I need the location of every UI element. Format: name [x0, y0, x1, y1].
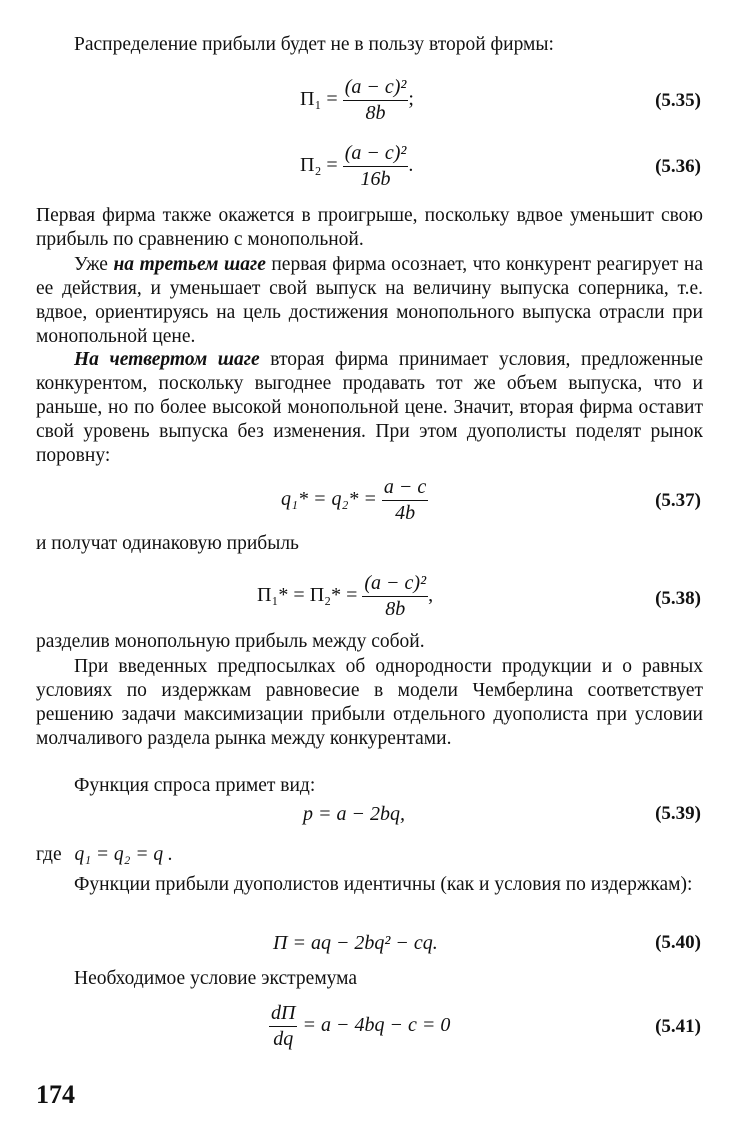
equation-number: (5.40)	[655, 932, 701, 953]
paragraph-demand-function	[36, 774, 703, 798]
paragraph-text: первая фирма осознает, что конкурент реагирует на ее действия, и уменьшает свой выпуск на величину выпуска соперника, т.е. вдвое, ориентируясь на цель достижения монопольного выпуска отрасли при монопольной цене.	[36, 254, 703, 347]
fraction-numerator: a − c	[382, 476, 428, 501]
fraction	[382, 476, 428, 525]
equation-number: (5.36)	[655, 156, 701, 177]
paragraph-text: и получат одинаковую прибыль	[36, 533, 299, 554]
inline-equation: q₁ = q₂ = q .	[74, 844, 173, 865]
fraction	[343, 76, 409, 125]
paragraph-intro	[36, 33, 703, 57]
fraction	[269, 1002, 297, 1051]
paragraph-text: При введенных предпосылках об однородности продукции и о равных условиях по издержкам равновесие в модели Чемберлина соответствует решению задачи максимизации прибыли отдельного дуополиста при условии молчаливого раздела рынка между конкурентами.	[36, 656, 703, 749]
emphasis-text: на третьем шаге	[113, 254, 266, 275]
equation-number: (5.38)	[655, 588, 701, 609]
equation-number: (5.35)	[655, 90, 701, 111]
paragraph-equal-profit	[36, 532, 703, 556]
equation-body: p = a − 2bq,	[303, 803, 405, 825]
paragraph-text: Функции прибыли дуополистов идентичны (как и условия по издержкам):	[74, 874, 693, 895]
page-number: 174	[36, 1080, 75, 1109]
equation-5-41	[0, 1002, 745, 1062]
equation-5-38	[0, 572, 745, 628]
equation-number: (5.41)	[655, 1016, 701, 1037]
fraction	[343, 142, 409, 191]
paragraph-third-step	[36, 253, 703, 349]
fraction-denominator: 16b	[360, 168, 391, 190]
paragraph-text: Первая фирма также окажется в проигрыше, поскольку вдвое уменьшит свою прибыль по сравнению с монопольной.	[36, 205, 703, 250]
fraction-denominator: 8b	[385, 598, 406, 620]
equation-punctuation: ,	[428, 584, 434, 607]
fraction-numerator: (a − c)²	[343, 142, 409, 167]
equation-number: (5.39)	[655, 803, 701, 824]
equation-5-36	[0, 142, 745, 194]
equation-punctuation: .	[408, 154, 414, 177]
paragraph-split-monopoly-profit	[36, 630, 703, 654]
equation-body: П = aq − 2bq² − cq.	[273, 932, 438, 954]
equation-body	[281, 476, 428, 525]
equation-lhs: П₂ =	[300, 154, 338, 177]
paragraph-chamberlin-equilibrium	[36, 655, 703, 751]
fraction-denominator: 8b	[365, 102, 386, 124]
paragraph-text: где	[36, 844, 62, 865]
equation-punctuation: ;	[408, 88, 414, 111]
paragraph-where	[36, 843, 703, 867]
paragraph-extremum-condition	[36, 967, 703, 991]
paragraph-fourth-step	[36, 348, 703, 468]
equation-rhs: = a − 4bq − c = 0	[302, 1014, 451, 1037]
equation-5-39	[0, 803, 745, 831]
equation-5-37	[0, 476, 745, 528]
paragraph-text: Необходимое условие экстремума	[74, 968, 358, 989]
equation-body	[257, 572, 433, 621]
equation-number: (5.37)	[655, 490, 701, 511]
fraction-numerator: dП	[269, 1002, 297, 1027]
paragraph-text: Функция спроса примет вид:	[74, 775, 316, 796]
fraction-denominator: dq	[273, 1028, 294, 1050]
equation-body	[300, 142, 413, 191]
equation-5-40	[0, 932, 745, 960]
fraction-numerator: (a − c)²	[343, 76, 409, 101]
equation-body	[269, 1002, 450, 1051]
fraction-numerator: (a − c)²	[362, 572, 428, 597]
paragraph-first-firm-loss	[36, 204, 703, 252]
paragraph-text: Распределение прибыли будет не в пользу второй фирмы:	[74, 34, 554, 55]
paragraph-text: разделив монопольную прибыль между собой.	[36, 631, 425, 652]
paragraph-text: Уже	[74, 254, 114, 275]
fraction	[362, 572, 428, 621]
equation-lhs: q₁* = q₂* =	[281, 488, 377, 511]
equation-5-35	[0, 76, 745, 128]
emphasis-text: На четвертом шаге	[74, 349, 260, 370]
paragraph-text: вторая фирма принимает условия, предложенные конкурентом, поскольку выгоднее продавать тот же объем выпуска, что и раньше, но по более высокой монопольной цене. Значит, вторая фирма оставит свой уровень выпуска без изменения. При этом дуополисты поделят рынок поровну:	[36, 349, 704, 466]
paragraph-profit-functions	[36, 873, 703, 897]
equation-body	[300, 76, 414, 125]
equation-lhs: П₁ =	[300, 88, 338, 111]
equation-lhs: П₁* = П₂* =	[257, 584, 358, 607]
fraction-denominator: 4b	[395, 502, 416, 524]
